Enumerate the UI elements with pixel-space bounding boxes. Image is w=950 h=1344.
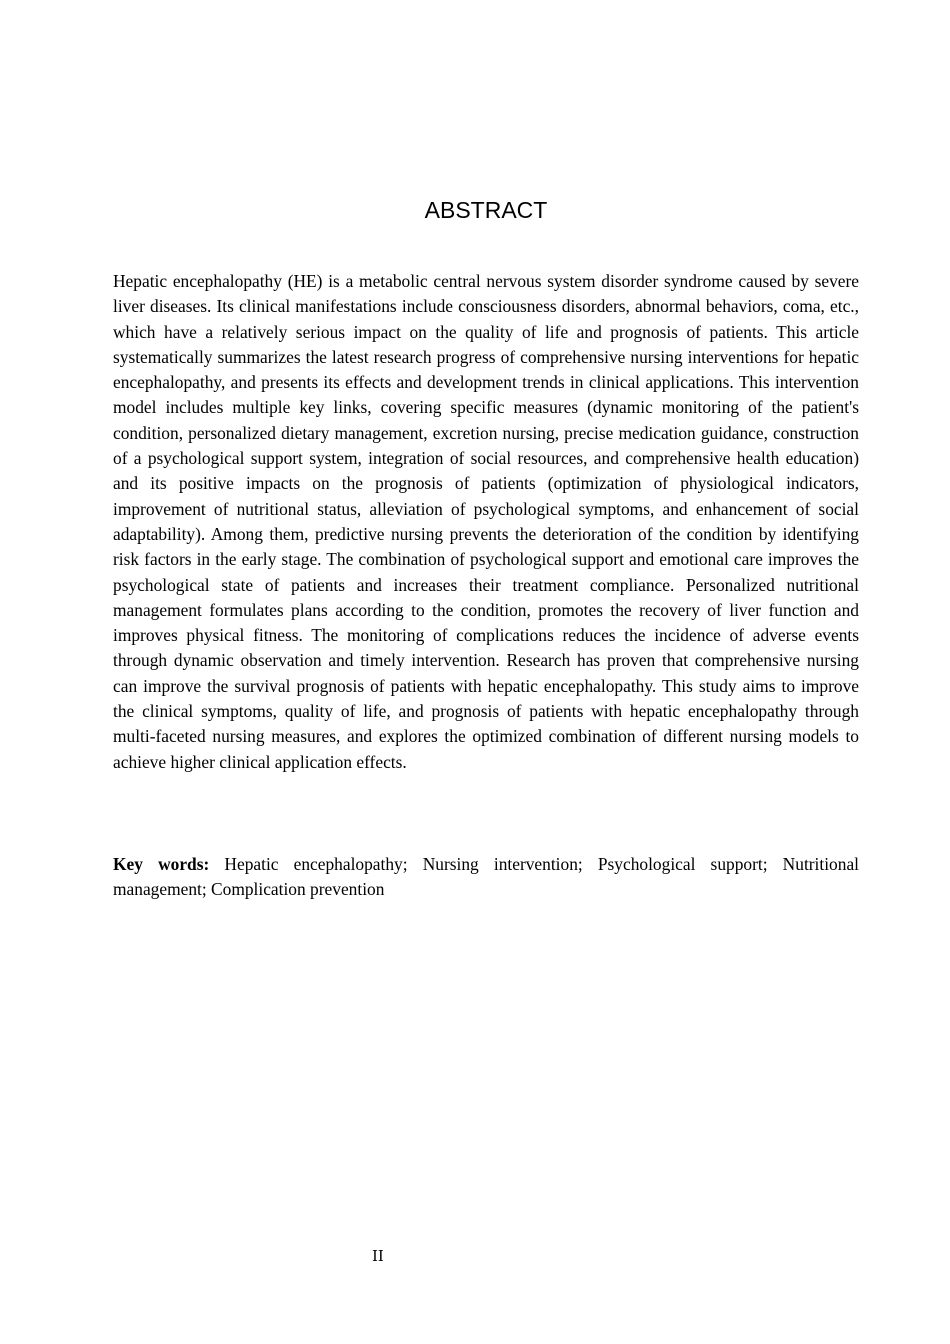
keywords-list: Hepatic encephalopathy; Nursing intervention; Psychological support; Nutritional management; Complication prevention [113,854,859,900]
page-number: II [372,1247,384,1265]
abstract-title: ABSTRACT [424,197,548,223]
keywords-paragraph [113,852,859,903]
keywords-label: Key words: [113,854,210,874]
abstract-body: Hepatic encephalopathy (HE) is a metabolic central nervous system disorder syndrome caused by severe liver diseases. Its clinical manifestations include consciousness disorders, abnormal behaviors, coma, etc., which have a relatively serious impact on the quality of life and prognosis of patients. This article systematically summarizes the latest research progress of comprehensive nursing interventions for hepatic encephalopathy, and presents its effects and development trends in clinical applications. This intervention model includes multiple key links, covering specific measures (dynamic monitoring of the patient's condition, personalized dietary management, excretion nursing, precise medication guidance, construction of a psychological support system, integration of social resources, and comprehensive health education) and its positive impacts on the prognosis of patients (optimization of physiological indicators, improvement of nutritional status, alleviation of psychological symptoms, and enhancement of social adaptability). Among them, predictive nursing prevents the deterioration of the condition by identifying risk factors in the early stage. The combination of psychological support and emotional care improves the psychological state of patients and increases their treatment compliance. Personalized nutritional management formulates plans according to the condition, promotes the recovery of liver function and improves physical fitness. The monitoring of complications reduces the incidence of adverse events through dynamic observation and timely intervention. Research has proven that comprehensive nursing can improve the survival prognosis of patients with hepatic encephalopathy. This study aims to improve the clinical symptoms, quality of life, and prognosis of patients with hepatic encephalopathy through multi-faceted nursing measures, and explores the optimized combination of different nursing models to achieve higher clinical application effects. [113,271,859,772]
